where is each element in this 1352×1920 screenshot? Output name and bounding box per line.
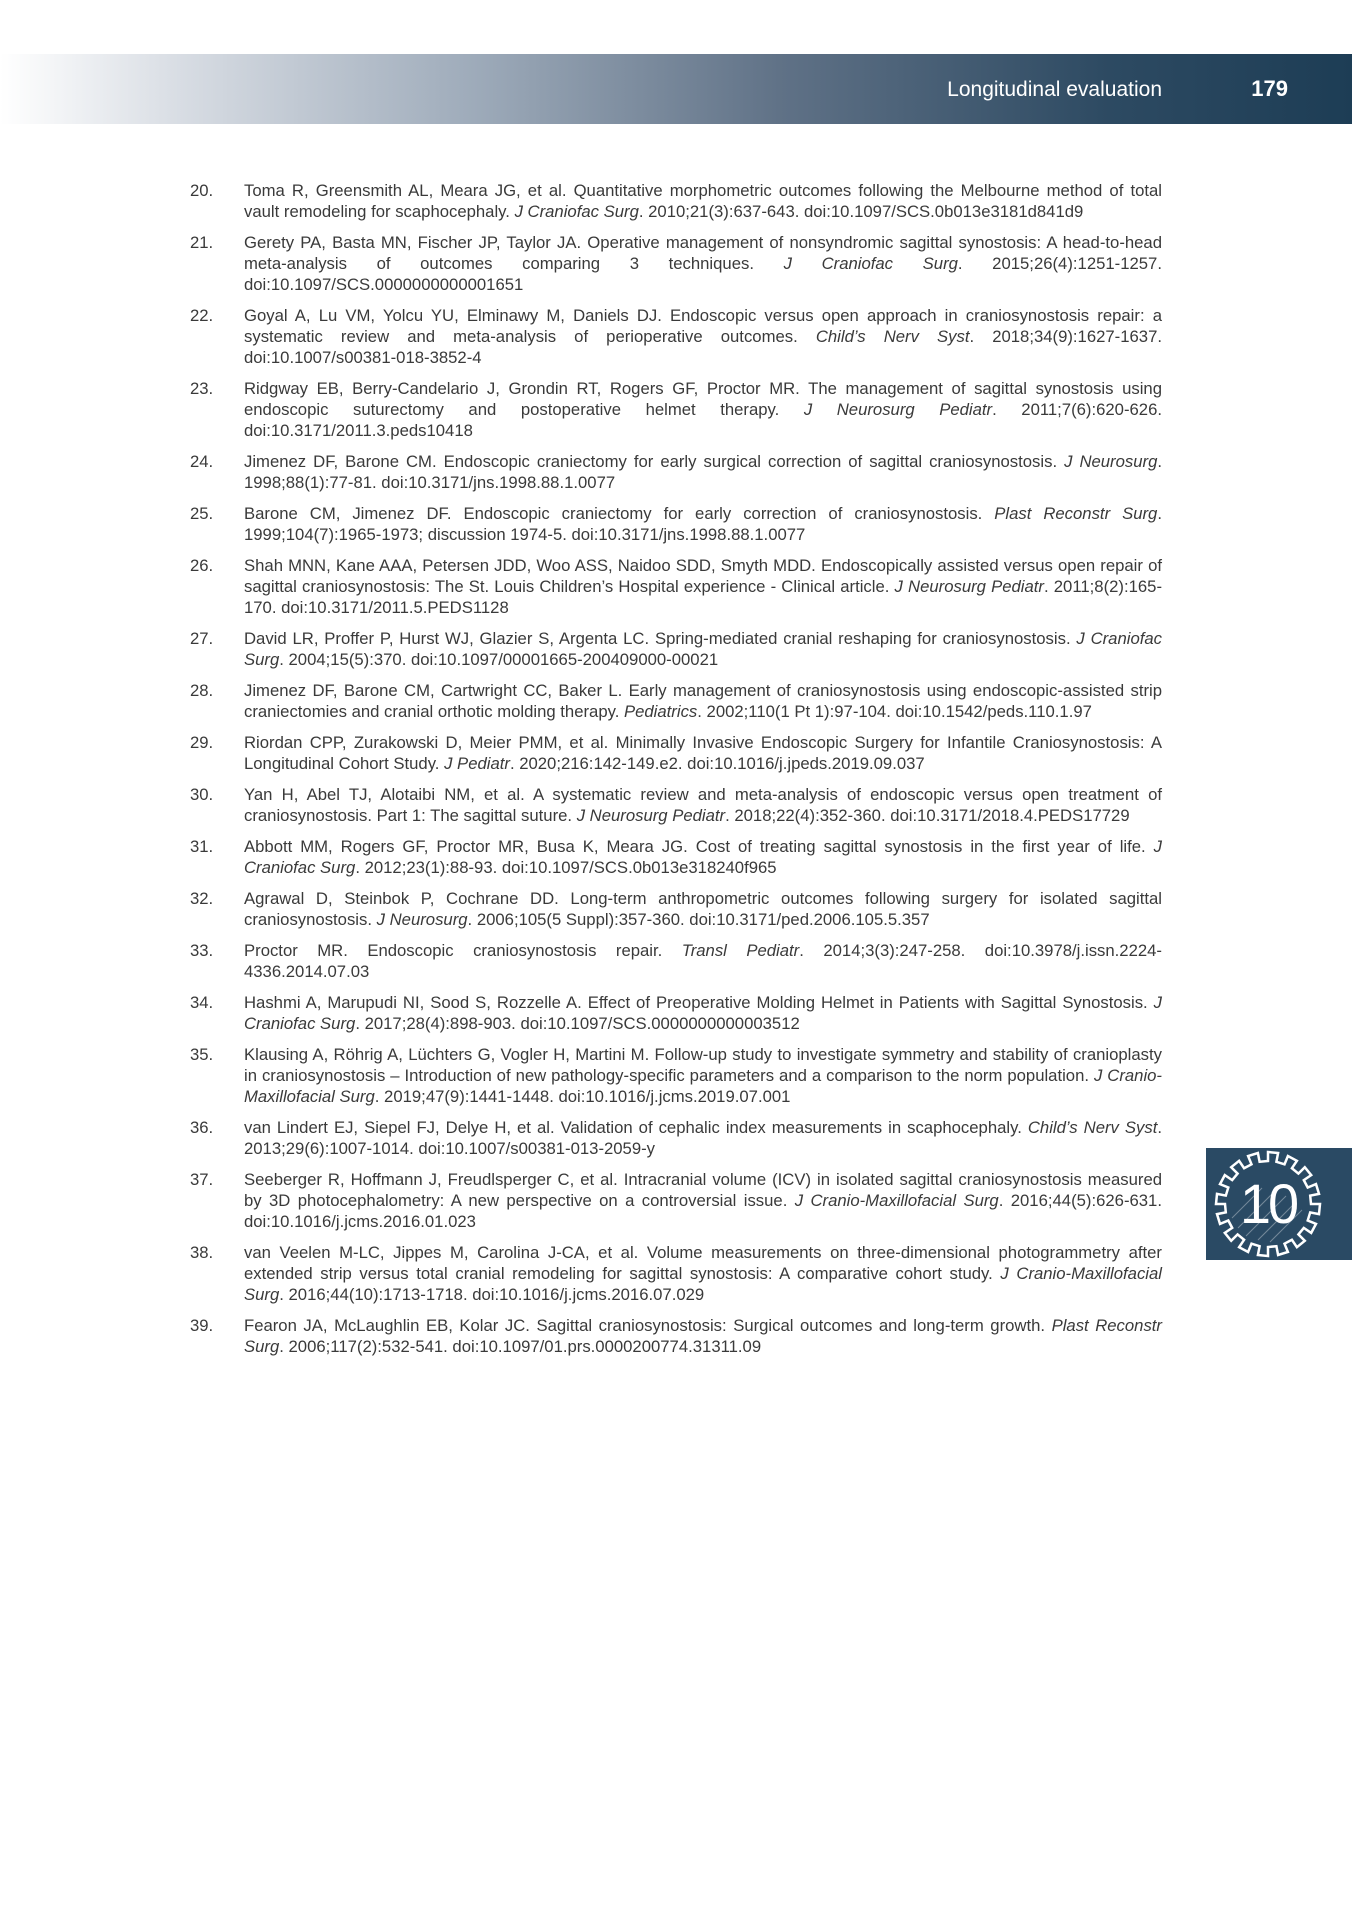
reference-item [190,1117,1162,1159]
reference-text [244,1169,1162,1232]
reference-number: 22. [190,306,214,325]
reference-authors-title: Jimenez DF, Barone CM, Cartwright CC, Baker L. Early management of craniosynostosis using endoscopic-assisted strip craniectomies and cranial orthotic molding therapy. [244,681,1162,721]
reference-citation: . 1999;104(7):1965-1973; discussion 1974-5. doi:10.3171/jns.1998.88.1.0077 [244,504,1162,544]
reference-text [244,503,1162,545]
reference-number: 23. [190,379,214,398]
reference-number: 29. [190,733,214,752]
reference-text [244,836,1162,878]
reference-citation: . 2017;28(4):898-903. doi:10.1097/SCS.0000000000003512 [355,1014,800,1033]
reference-item [190,451,1162,493]
reference-text [244,451,1162,493]
reference-text [244,888,1162,930]
reference-journal: Pediatrics [623,702,698,721]
reference-item [190,836,1162,878]
reference-citation: . 2006;105(5 Suppl):357-360. doi:10.3171/ped.2006.105.5.357 [467,910,930,929]
reference-citation: . 2006;117(2):532-541. doi:10.1097/01.prs.0000200774.31311.09 [279,1337,762,1356]
reference-citation: . 2013;29(6):1007-1014. doi:10.1007/s00381-013-2059-y [244,1118,1162,1158]
reference-item [190,1044,1162,1107]
reference-citation: . 2016;44(10):1713-1718. doi:10.1016/j.jcms.2016.07.029 [279,1285,705,1304]
reference-journal: Child’s Nerv Syst [1027,1118,1158,1137]
reference-journal: J Craniofac Surg [514,202,639,221]
reference-authors-title: Jimenez DF, Barone CM. Endoscopic craniectomy for early surgical correction of sagittal craniosynostosis. [244,452,1065,471]
reference-number: 20. [190,181,214,200]
reference-authors-title: Gerety PA, Basta MN, Fischer JP, Taylor JA. Operative management of nonsyndromic sagittal synostosis: A head-to-head meta-analysis of outcomes comparing 3 techniques. [244,233,1162,273]
reference-citation: . 2018;22(4):352-360. doi:10.3171/2018.4.PEDS17729 [725,806,1130,825]
reference-citation: . 2014;3(3):247-258. doi:10.3978/j.issn.2224-4336.2014.07.03 [244,941,1162,981]
reference-journal: Plast Reconstr Surg [994,504,1158,523]
reference-authors-title: Barone CM, Jimenez DF. Endoscopic craniectomy for early correction of craniosynostosis. [244,504,995,523]
reference-number: 34. [190,993,214,1012]
reference-authors-title: Seeberger R, Hoffmann J, Freudlsperger C, et al. Intracranial volume (ICV) in isolated sagittal craniosynostosis measured by 3D photocephalometry: A new perspective on a controversial issue. [244,1170,1162,1210]
reference-number: 30. [190,785,214,804]
reference-citation: . 2011;7(6):620-626. doi:10.3171/2011.3.peds10418 [244,400,1162,440]
reference-text [244,1315,1162,1357]
reference-text [244,992,1162,1034]
reference-item [190,378,1162,441]
reference-item [190,180,1162,222]
reference-text [244,232,1162,295]
reference-citation: . 2019;47(9):1441-1448. doi:10.1016/j.jcms.2019.07.001 [374,1087,791,1106]
reference-item [190,232,1162,295]
reference-number: 33. [190,941,214,960]
running-title: Longitudinal evaluation [947,78,1162,101]
reference-journal: J Pediatr [444,754,510,773]
reference-item [190,992,1162,1034]
reference-journal: J Craniofac Surg [244,993,1162,1033]
reference-citation: . 2002;110(1 Pt 1):97-104. doi:10.1542/peds.110.1.97 [697,702,1092,721]
chapter-number: 10 [1239,1172,1297,1235]
reference-list [190,180,1162,1367]
reference-journal: Plast Reconstr Surg [244,1316,1162,1356]
reference-citation: . 2011;8(2):165-170. doi:10.3171/2011.5.PEDS1128 [244,577,1162,617]
reference-journal: J Neurosurg [1064,452,1158,471]
reference-number: 31. [190,837,214,856]
reference-number: 26. [190,556,214,575]
reference-text [244,732,1162,774]
reference-item [190,888,1162,930]
reference-number: 25. [190,504,214,523]
reference-citation: . 2010;21(3):637-643. doi:10.1097/SCS.0b013e3181d841d9 [638,202,1084,221]
reference-journal: Transl Pediatr [681,941,800,960]
reference-authors-title: Proctor MR. Endoscopic craniosynostosis repair. [244,941,682,960]
reference-journal: J Neurosurg Pediatr [803,400,993,419]
reference-citation: . 2015;26(4):1251-1257. doi:10.1097/SCS.0000000000001651 [244,254,1162,294]
reference-journal: J Cranio-Maxillofacial Surg [794,1191,999,1210]
reference-authors-title: Hashmi A, Marupudi NI, Sood S, Rozzelle A. Effect of Preoperative Molding Helmet in Patients with Sagittal Synostosis. [244,993,1154,1012]
reference-authors-title: Abbott MM, Rogers GF, Proctor MR, Busa K, Meara JG. Cost of treating sagittal synostosis in the first year of life. [244,837,1154,856]
reference-item [190,940,1162,982]
reference-number: 38. [190,1243,214,1262]
reference-text [244,1242,1162,1305]
reference-text [244,940,1162,982]
reference-authors-title: Goyal A, Lu VM, Yolcu YU, Elminawy M, Daniels DJ. Endoscopic versus open approach in craniosynostosis repair: a systematic review and meta-analysis of perioperative outcomes. [244,306,1162,346]
reference-number: 37. [190,1170,214,1189]
reference-item [190,1169,1162,1232]
reference-authors-title: Ridgway EB, Berry-Candelario J, Grondin RT, Rogers GF, Proctor MR. The management of sagittal synostosis using endoscopic suturectomy and postoperative helmet therapy. [244,379,1162,419]
reference-authors-title: van Lindert EJ, Siepel FJ, Delye H, et al. Validation of cephalic index measurements in scaphocephaly. [244,1118,1028,1137]
reference-text [244,628,1162,670]
reference-item [190,628,1162,670]
reference-authors-title: Agrawal D, Steinbok P, Cochrane DD. Long-term anthropometric outcomes following surgery for isolated sagittal craniosynostosis. [244,889,1162,929]
reference-item [190,784,1162,826]
reference-authors-title: David LR, Proffer P, Hurst WJ, Glazier S, Argenta LC. Spring-mediated cranial reshaping for craniosynostosis. [244,629,1077,648]
reference-authors-title: Yan H, Abel TJ, Alotaibi NM, et al. A systematic review and meta-analysis of endoscopic versus open treatment of craniosynostosis. Part 1: The sagittal suture. [244,785,1162,825]
reference-authors-title: Shah MNN, Kane AAA, Petersen JDD, Woo ASS, Naidoo SDD, Smyth MDD. Endoscopically assisted versus open repair of sagittal craniosynostosis: The St. Louis Children’s Hospital experience - Clinical article. [244,556,1162,596]
reference-citation: . 1998;88(1):77-81. doi:10.3171/jns.1998.88.1.0077 [244,452,1162,492]
reference-authors-title: Toma R, Greensmith AL, Meara JG, et al. Quantitative morphometric outcomes following the Melbourne method of total vault remodeling for scaphocephaly. [244,181,1162,221]
reference-number: 35. [190,1045,214,1064]
reference-number: 36. [190,1118,214,1137]
reference-journal: J Craniofac Surg [783,254,958,273]
reference-citation: . 2020;216:142-149.e2. doi:10.1016/j.jpeds.2019.09.037 [509,754,925,773]
reference-citation: . 2018;34(9):1627-1637. doi:10.1007/s00381-018-3852-4 [244,327,1162,367]
reference-number: 32. [190,889,214,908]
reference-journal: J Craniofac Surg [244,837,1162,877]
reference-item [190,1242,1162,1305]
reference-journal: J Neurosurg Pediatr [576,806,726,825]
reference-number: 27. [190,629,214,648]
reference-journal: J Neurosurg [376,910,468,929]
reference-item [190,1315,1162,1357]
reference-item [190,680,1162,722]
reference-authors-title: Riordan CPP, Zurakowski D, Meier PMM, et al. Minimally Invasive Endoscopic Surgery for Infantile Craniosynostosis: A Longitudinal Cohort Study. [244,733,1162,773]
reference-item [190,503,1162,545]
reference-text [244,1117,1162,1159]
reference-item [190,732,1162,774]
reference-number: 28. [190,681,214,700]
reference-text [244,305,1162,368]
reference-authors-title: Klausing A, Röhrig A, Lüchters G, Vogler H, Martini M. Follow-up study to investigate symmetry and stability of cranioplasty in craniosynostosis – Introduction of new pathology-specific parameters and a comparison to the norm population. [244,1045,1162,1085]
reference-journal: J Neurosurg Pediatr [894,577,1044,596]
reference-text [244,555,1162,618]
reference-authors-title: van Veelen M-LC, Jippes M, Carolina J-CA, et al. Volume measurements on three-dimensional photogrammetry after extended strip versus total cranial remodeling for sagittal synostosis: A comparative cohort study. [244,1243,1162,1283]
reference-citation: . 2012;23(1):88-93. doi:10.1097/SCS.0b013e318240f965 [355,858,777,877]
reference-authors-title: Fearon JA, McLaughlin EB, Kolar JC. Sagittal craniosynostosis: Surgical outcomes and long-term growth. [244,1316,1052,1335]
reference-text [244,378,1162,441]
reference-journal: J Cranio-Maxillofacial Surg [244,1264,1162,1304]
reference-journal: J Craniofac Surg [244,629,1162,669]
reference-journal: J Cranio-Maxillofacial Surg [244,1066,1162,1106]
reference-journal: Child’s Nerv Syst [815,327,970,346]
page-number: 179 [1251,76,1288,101]
reference-text [244,784,1162,826]
reference-number: 21. [190,233,214,252]
reference-citation: . 2004;15(5):370. doi:10.1097/00001665-200409000-00021 [279,650,719,669]
reference-text [244,180,1162,222]
reference-item [190,555,1162,618]
reference-number: 24. [190,452,214,471]
reference-text [244,680,1162,722]
reference-text [244,1044,1162,1107]
reference-number: 39. [190,1316,214,1335]
reference-item [190,305,1162,368]
reference-citation: . 2016;44(5):626-631. doi:10.1016/j.jcms.2016.01.023 [244,1191,1162,1231]
